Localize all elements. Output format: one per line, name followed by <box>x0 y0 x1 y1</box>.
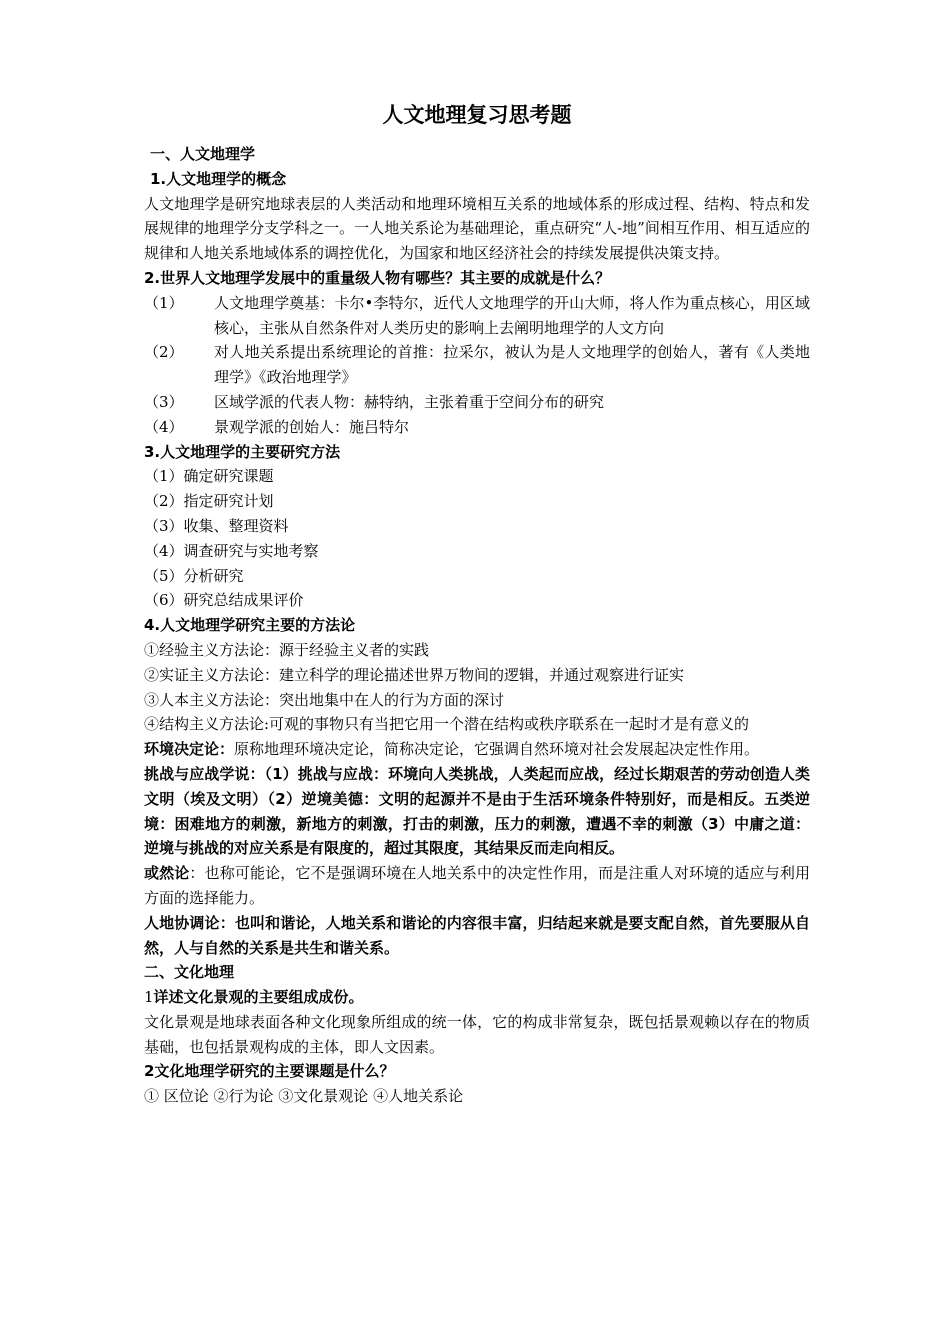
harmony-paragraph: 人地协调论：也叫和谐论，人地关系和谐论的内容很丰富，归结起来就是要支配自然，首先要服从自然，人与自然的关系是共生和谐关系。 <box>144 913 810 957</box>
list-item: ②实证主义方法论：建立科学的理论描述世界万物间的逻辑，并通过观察进行证实 <box>144 665 685 684</box>
list-item: （2）指定研究计划 <box>144 492 274 511</box>
term-definition: ：也称可能论，它不是强调环境在人地关系中的决定性作用，而是注重人对环境的适应与利用方面的选择能力。 <box>144 864 810 907</box>
page-title: 人文地理复习思考题 <box>382 103 572 127</box>
question-number: 1 <box>144 988 154 1007</box>
term-definition: 原称地理环境决定论，简称决定论，它强调自然环境对社会发展起决定性作用。 <box>234 740 760 759</box>
question-heading-1-4: 4.人文地理学研究主要的方法论 <box>144 616 356 635</box>
list-item <box>144 390 810 415</box>
item-text: 对人地关系提出系统理论的首推：拉采尔，被认为是人文地理学的创始人，著有《人类地理学》《政治地理学》 <box>214 343 810 387</box>
topics-line: ① 区位论 ②行为论 ③文化景观论 ④人地关系论 <box>144 1087 464 1106</box>
challenge-response-paragraph: 挑战与应战学说：（1）挑战与应战：环境向人类挑战，人类起而应战，经过长期艰苦的劳动创造人类文明（埃及文明）（2）逆境美德：文明的起源并不是由于生活环境条件特别好，而是相反。五类逆境：困难地方的刺激，新地方的刺激，打击的刺激，压力的刺激，遭遇不幸的刺激（3）中庸之道：逆境与挑战的对应关系是有限度的，超过其限度，其结果反而走向相反。 <box>144 764 810 858</box>
list-item <box>144 340 810 390</box>
item-text: 景观学派的创始人：施吕特尔 <box>214 417 410 436</box>
item-text: 区域学派的代表人物：赫特纳，主张着重于空间分布的研究 <box>214 392 605 411</box>
cultural-landscape-paragraph: 文化景观是地球表面各种文化现象所组成的统一体，它的构成非常复杂，既包括景观赖以存在的物质基础，也包括景观构成的主体，即人文因素。 <box>144 1012 810 1056</box>
document-page <box>144 100 810 1109</box>
item-number: （1） <box>144 293 184 312</box>
list-item: （5）分析研究 <box>144 566 244 585</box>
list-item: （1）确定研究课题 <box>144 467 274 486</box>
environment-determinism-paragraph <box>144 737 810 762</box>
term-label: 或然论 <box>144 864 190 883</box>
item-number: （3） <box>144 392 184 411</box>
list-item: ④结构主义方法论:可观的事物只有当把它用一个潜在结构或秩序联系在一起时才是有意义的 <box>144 715 750 734</box>
question-text: 详述文化景观的主要组成成份。 <box>153 988 364 1007</box>
list-item: （6）研究总结成果评价 <box>144 591 304 610</box>
list-item <box>144 291 810 341</box>
section-heading-1: 一、人文地理学 <box>150 145 256 163</box>
item-number: （4） <box>144 417 184 436</box>
question-heading-1-3: 3.人文地理学的主要研究方法 <box>144 442 341 461</box>
section-heading-2: 二、文化地理 <box>144 963 235 982</box>
list-item <box>144 415 810 440</box>
possibilism-paragraph <box>144 861 810 911</box>
item-text: 人文地理学奠基：卡尔•李特尔，近代人文地理学的开山大师，将人作为重点核心，用区域核心，主张从自然条件对人类历史的影响上去阐明地理学的人文方向 <box>214 293 810 337</box>
question-heading-2-1 <box>144 985 810 1010</box>
question-heading-2-2: 2文化地理学研究的主要课题是什么？ <box>144 1062 395 1081</box>
list-item: （4）调查研究与实地考察 <box>144 541 319 560</box>
item-number: （2） <box>144 343 184 362</box>
list-item: ①经验主义方法论：源于经验主义者的实践 <box>144 640 430 659</box>
list-item: ③人本主义方法论：突出地集中在人的行为方面的深讨 <box>144 690 505 709</box>
list-item: （3）收集、整理资料 <box>144 516 289 535</box>
question-heading-1-1: 1.人文地理学的概念 <box>150 169 287 188</box>
question-heading-1-2: 2.世界人文地理学发展中的重量级人物有哪些？其主要的成就是什么？ <box>144 268 611 287</box>
term-label: 环境决定论： <box>144 740 235 759</box>
concept-paragraph: 人文地理学是研究地球表层的人类活动和地理环境相互关系的地域体系的形成过程、结构、特点和发展规律的地理学分支学科之一。一人地关系论为基础理论，重点研究“人-地”间相互作用、相互适应的规律和人地关系地域体系的调控优化，为国家和地区经济社会的持续发展提供决策支持。 <box>144 194 810 263</box>
